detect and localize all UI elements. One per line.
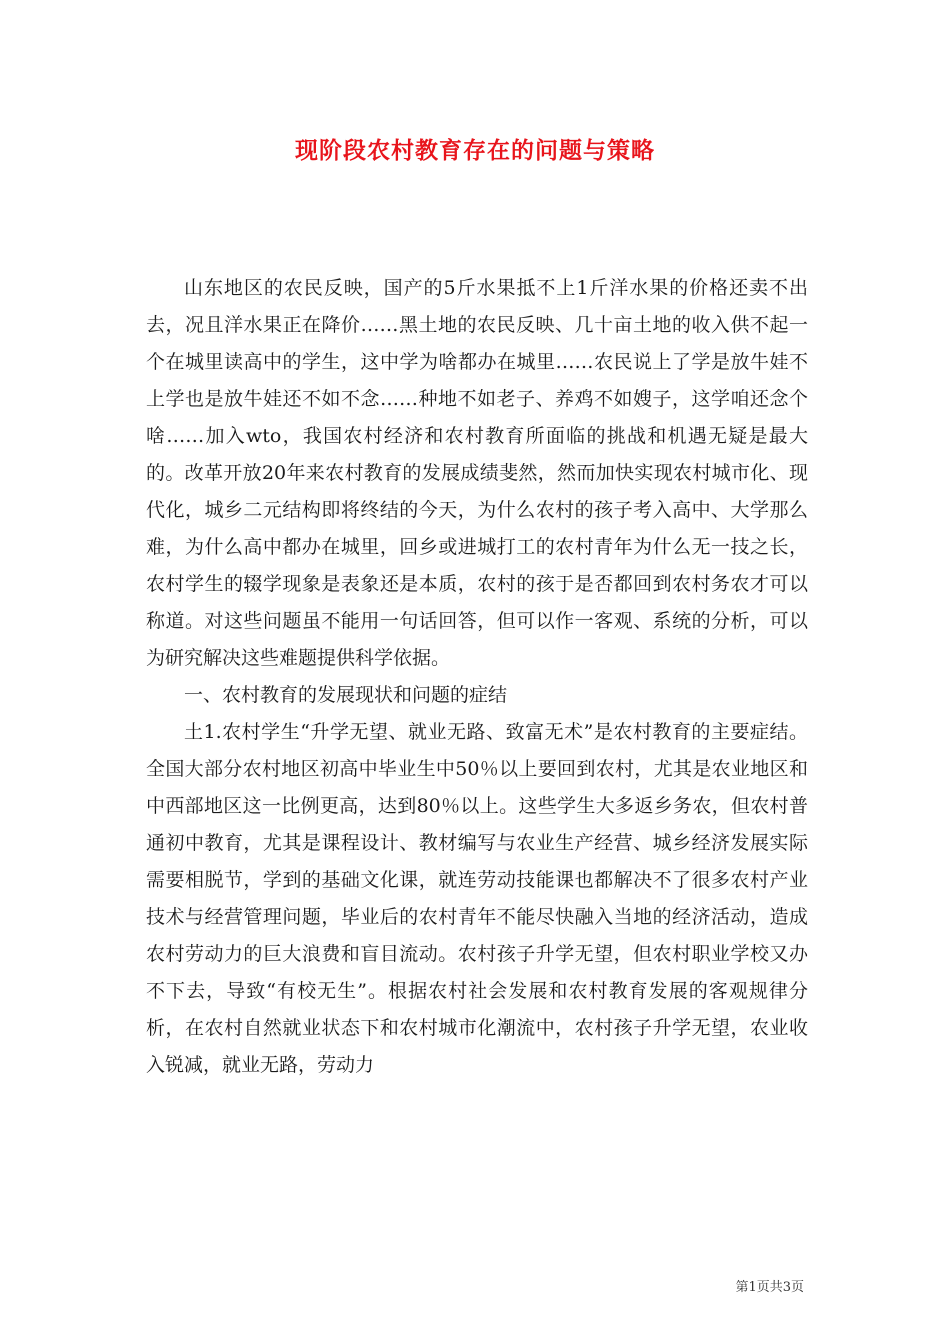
paragraph-section-1: 土1.农村学生“升学无望、就业无路、致富无术”是农村教育的主要症结。全国大部分农村地区初高中毕业生中50％以上要回到农村，尤其是农业地区和中西部地区这一比例更高，达到80％以上。这些学生大多返乡务农，但农村普通初中教育，尤其是课程设计、教材编写与农业生产经营、城乡经济发展实际需要相脱节，学到的基础文化课，就连劳动技能课也都解决不了很多农村产业技术与经营管理问题，毕业后的农村青年不能尽快融入当地的经济活动，造成农村劳动力的巨大浪费和盲目流动。农村孩子升学无望，但农村职业学校又办不下去，导致“有校无生”。根据农村社会发展和农村教育发展的客观规律分析，在农村自然就业状态下和农村城市化潮流中，农村孩子升学无望，农业收入锐减，就业无路，劳动力 [146,721,808,1076]
page-title: 现阶段农村教育存在的问题与策略 [295,137,655,164]
paragraph-intro: 山东地区的农民反映，国产的5斤水果抵不上1斤洋水果的价格还卖不出去，况且洋水果正在降价……黑土地的农民反映、几十亩土地的收入供不起一个在城里读高中的学生，这中学为啥都办在城里……农民说上了学是放牛娃不上学也是放牛娃还不如不念……种地不如老子、养鸡不如嫂子，这学咱还念个啥……加入wto，我国农村经济和农村教育所面临的挑战和机遇无疑是最大的。改革开放20年来农村教育的发展成绩斐然，然而加快实现农村城市化、现代化，城乡二元结构即将终结的今天，为什么农村的孩子考入高中、大学那么难，为什么高中都办在城里，回乡或进城打工的农村青年为什么无一技之长，农村学生的辍学现象是表象还是本质，农村的孩于是否都回到农村务农才可以称道。对这些问题虽不能用一句话回答，但可以作一客观、系统的分析，可以为研究解决这些难题提供科学依据。 [146,277,808,669]
document-body [146,270,808,1084]
section-heading: 一、农村教育的发展现状和问题的症结 [184,684,508,706]
page-footer: 第1页共3页 [735,1280,804,1295]
